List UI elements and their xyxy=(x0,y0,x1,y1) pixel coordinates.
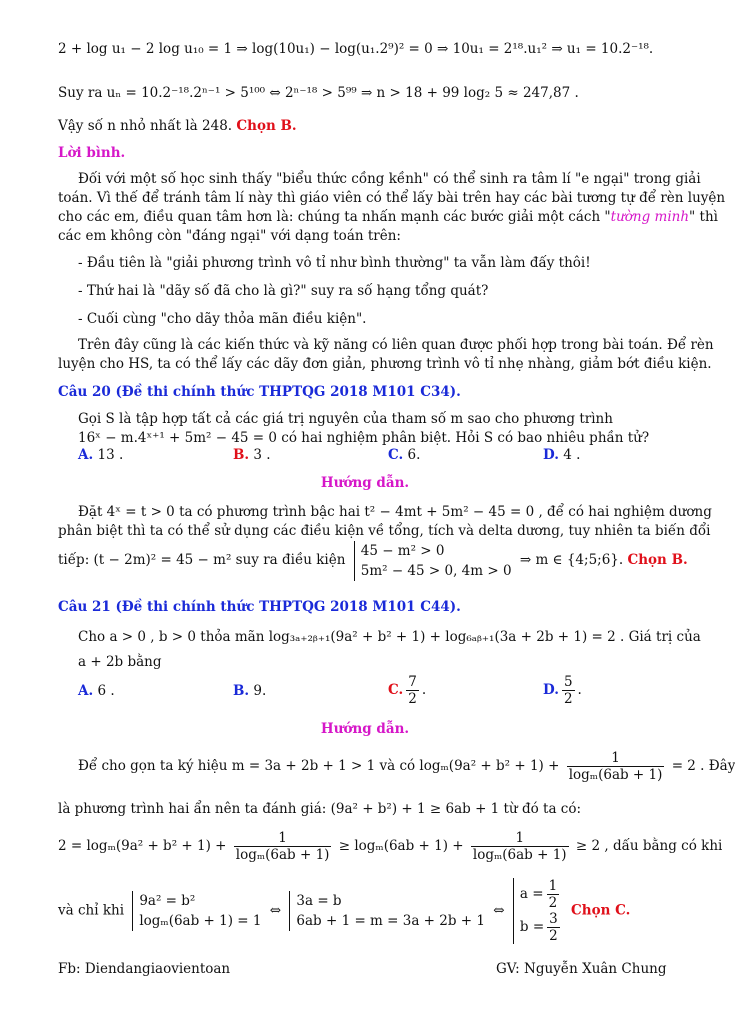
system-row xyxy=(520,911,563,944)
system-row: 6ab + 1 = m = 3a + 2b + 1 xyxy=(296,913,485,929)
text-segment: cho các em, điều quan tâm hơn là: chúng ta nhấn mạnh các bước giải một cách " xyxy=(58,209,611,225)
option-b xyxy=(233,447,271,463)
option-value: 9. xyxy=(253,683,267,699)
text-segment: ≥ logₘ(6ab + 1) + xyxy=(338,838,464,854)
answer-choice: Chọn C. xyxy=(571,902,631,919)
guide-title: Hướng dẫn. xyxy=(320,475,410,491)
highlight-text: tường minh xyxy=(610,209,690,225)
system-row xyxy=(520,878,563,911)
question-stem: a + 2b bằng xyxy=(78,654,162,670)
guide-line xyxy=(58,540,688,581)
system-row: 3a = b xyxy=(296,893,342,909)
fraction-numerator: 5 xyxy=(563,674,573,690)
footer-right: GV: Nguyễn Xuân Chung xyxy=(496,961,667,977)
answer-choice: Chọn B. xyxy=(236,118,297,134)
solution-system xyxy=(513,878,563,944)
option-c xyxy=(388,447,420,463)
suy-ra-line: Suy ra uₙ = 10.2⁻¹⁸.2ⁿ⁻¹ > 5¹⁰⁰ ⇔ 2ⁿ⁻¹⁸ > 5⁹⁹ ⇒ n > 18 + 99 log₂ 5 ≈ 247,87 . xyxy=(58,85,579,101)
option-a xyxy=(78,447,123,463)
option-value: 4 . xyxy=(563,447,581,463)
option-a xyxy=(78,683,115,699)
bullet-item: - Cuối cùng "cho dãy thỏa mãn điều kiện". xyxy=(78,311,367,327)
paragraph-line xyxy=(58,208,718,226)
option-letter: D. xyxy=(543,447,559,463)
equation-line: 2 + log u₁ − 2 log u₁₀ = 1 ⇒ log(10u₁) − log(u₁.2⁹)² = 0 ⇒ 10u₁ = 2¹⁸.u₁² ⇒ u₁ = 10.2⁻¹⁸. xyxy=(58,41,654,57)
bullet-item: - Đầu tiên là "giải phương trình vô tỉ như bình thường" ta vẫn làm đấy thôi! xyxy=(78,255,591,271)
paragraph-line: Đối với một số học sinh thấy "biểu thức cồng kềnh" có thể sinh ra tâm lí "e ngại" trong giải xyxy=(78,171,701,187)
fraction-denominator: logₘ(6ab + 1) xyxy=(235,847,330,863)
guide-line: Đặt 4ˣ = t > 0 ta có phương trình bậc hai t² − 4mt + 5m² − 45 = 0 , để có hai nghiệm dương xyxy=(78,504,712,520)
bullet-item: - Thứ hai là "dãy số đã cho là gì?" suy ra số hạng tổng quát? xyxy=(78,283,489,299)
conclusion-line xyxy=(58,117,297,135)
option-letter: A. xyxy=(78,447,94,463)
option-letter: C. xyxy=(388,682,404,698)
text-segment: ⇒ m ∈ {4;5;6}. xyxy=(519,552,624,568)
system-row: logₘ(6ab + 1) = 1 xyxy=(139,913,262,929)
system-row: 5m² − 45 > 0, 4m > 0 xyxy=(360,562,512,579)
option-value: 6. xyxy=(407,447,421,463)
option-d xyxy=(543,447,580,463)
fraction-denominator: 2 xyxy=(548,895,558,911)
option-value: 6 . xyxy=(97,683,115,699)
guide-line xyxy=(58,830,722,863)
fraction-denominator: logₘ(6ab + 1) xyxy=(568,767,663,783)
fraction-numerator: 3 xyxy=(549,911,558,927)
question-title: Câu 21 (Đề thi chính thức THPTQG 2018 M101 C44). xyxy=(58,599,461,615)
option-d: D. $\frac{5}{2}$ . xyxy=(543,674,582,707)
conclusion-text: Vậy số n nhỏ nhất là 248. xyxy=(58,118,233,134)
system-row: 9a² = b² xyxy=(139,893,196,909)
system-row: 45 − m² > 0 xyxy=(360,542,445,559)
option-letter: A. xyxy=(78,683,94,699)
fraction-numerator: 1 xyxy=(471,830,569,847)
guide-line xyxy=(58,878,630,944)
paragraph-line: Trên đây cũng là các kiến thức và kỹ năng có liên quan được phối hợp trong bài toán. Để rèn xyxy=(78,337,714,353)
guide-line: là phương trình hai ẩn nên ta đánh giá: (9a² + b²) + 1 ≥ 6ab + 1 từ đó ta có: xyxy=(58,801,582,817)
paragraph-line: toán. Vì thế để tránh tâm lí này thì giáo viên có thể lấy bài trên hay các bài tương tự để rèn luyện xyxy=(58,190,726,206)
condition-system xyxy=(354,541,512,581)
text-segment: b = xyxy=(519,919,545,935)
paragraph-line: luyện cho HS, ta có thể lấy các dãy đơn giản, phương trình vô tỉ nhẹ nhàng, giảm bớt điều kiện. xyxy=(58,356,712,372)
paragraph-line: các em không còn "đáng ngại" với dạng toán trên: xyxy=(58,228,401,244)
fraction-numerator: 1 xyxy=(567,750,665,767)
text-segment: 2 = logₘ(9a² + b² + 1) + xyxy=(58,838,227,854)
fraction-denominator: 2 xyxy=(563,691,573,707)
option-letter: C. xyxy=(388,447,404,463)
condition-system xyxy=(132,891,261,931)
fraction-denominator: logₘ(6ab + 1) xyxy=(472,847,567,863)
guide-line: phân biệt thì ta có thể sử dụng các điều kiện về tổng, tích và delta dương, tuy nhiên ta biến đổi xyxy=(58,523,711,539)
guide-line xyxy=(78,750,735,783)
text-segment: tiếp: (t − 2m)² = 45 − m² suy ra điều kiện xyxy=(58,552,346,568)
option-c: C. $\frac{7}{2}$ . xyxy=(388,674,427,707)
loi-binh-heading: Lời bình. xyxy=(58,145,126,161)
fraction-denominator: 2 xyxy=(408,691,417,707)
option-letter: B. xyxy=(233,683,250,699)
text-segment: Để cho gọn ta ký hiệu m = 3a + 2b + 1 > 1 và có logₘ(9a² + b² + 1) + xyxy=(78,758,560,774)
question-stem: Gọi S là tập hợp tất cả các giá trị nguyên của tham số m sao cho phương trình xyxy=(78,411,613,427)
question-stem: Cho a > 0 , b > 0 thỏa mãn log₃ₐ₊₂ᵦ₊₁(9a² + b² + 1) + log₆ₐᵦ₊₁(3a + 2b + 1) = 2 . Giá trị của xyxy=(78,629,701,645)
option-b xyxy=(233,683,266,699)
text-segment: " thì xyxy=(689,209,718,225)
text-segment: và chỉ khi xyxy=(58,902,125,919)
option-value: 3 . xyxy=(253,447,271,463)
text-segment: a = xyxy=(519,886,544,902)
answer-choice: Chọn B. xyxy=(627,552,688,568)
question-title: Câu 20 (Đề thi chính thức THPTQG 2018 M101 C34). xyxy=(58,384,461,400)
option-letter: B. xyxy=(233,447,250,463)
question-stem: 16ˣ − m.4ˣ⁺¹ + 5m² − 45 = 0 có hai nghiệm phân biệt. Hỏi S có bao nhiêu phần tử? xyxy=(78,430,650,446)
guide-title: Hướng dẫn. xyxy=(320,721,410,737)
equivalence-arrow: ⇔ xyxy=(269,902,282,919)
option-value: 13 . xyxy=(97,447,124,463)
fraction-numerator: 7 xyxy=(408,674,417,690)
fraction-numerator: 1 xyxy=(548,878,558,894)
equivalence-arrow: ⇔ xyxy=(493,902,505,919)
option-letter: D. xyxy=(543,682,559,698)
fraction-numerator: 1 xyxy=(234,830,332,847)
fraction-denominator: 2 xyxy=(549,928,558,944)
condition-system xyxy=(289,891,485,931)
text-segment: ≥ 2 , dấu bằng có khi xyxy=(575,838,723,854)
footer-left: Fb: Diendangiaovientoan xyxy=(58,961,231,977)
text-segment: = 2 . Đây xyxy=(671,758,735,774)
